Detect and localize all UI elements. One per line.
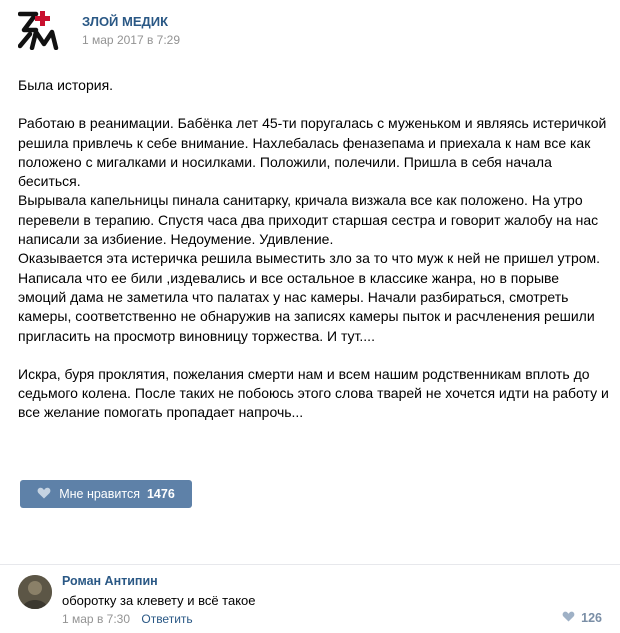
comment-author[interactable]: Роман Антипин <box>62 574 158 588</box>
post-header <box>18 10 180 50</box>
post-paragraph: Работаю в реанимации. Бабёнка лет 45-ти поругалась с муженьком и являясь истеричкой решила привлечь к себе внимание. Нахлебалась феназепама и приехала к нам все как положено с мигалками и носилками. Положили, полечили. Пришла в себя начала беситься. <box>18 115 611 190</box>
post-date[interactable]: 1 мар 2017 в 7:29 <box>82 33 181 47</box>
like-count: 1476 <box>146 487 175 501</box>
comment-meta <box>62 612 193 626</box>
comment-like-button[interactable] <box>562 611 602 625</box>
post-paragraph: Вырывала капельницы пинала санитарку, кричала визжала все как положено. На утро перевели в терапию. Спустя часа два приходит старшая сестра и говорит жалобу на нас написали за избиение. Недоумение. Удивление. <box>18 192 603 248</box>
paragraph-gap <box>18 95 610 114</box>
post-paragraph: Оказывается эта истеричка решила выместить зло за то что муж к ней не пришел утром. Написала что ее били ,издевались и все остальное в классике жанра, но в порыве эмоций дама не заметила что палатах у нас камеры. Начали разбираться, смотреть камеры, соответственно не обнаружив на записях камеры пыток и расчленения решили пригласить на просмотр виновницу торжества. И тут.... <box>18 250 604 344</box>
post-footer-space <box>0 528 620 564</box>
avatar[interactable] <box>18 575 52 609</box>
reply-button[interactable]: Ответить <box>141 612 193 626</box>
heart-icon <box>562 611 575 625</box>
post-body <box>18 76 613 423</box>
paragraph-gap <box>18 346 610 365</box>
post-header-text <box>82 14 180 48</box>
comment-date[interactable]: 1 мар в 7:30 <box>62 612 131 626</box>
post-paragraph: Искра, буря проклятия, пожелания смерти нам и всем нашим родственникам вплоть до седьмого колена. После таких не побоюсь этого слова тварей не хочется идти на работу и все желание помогать пропадает напрочь... <box>18 365 613 421</box>
heart-icon <box>37 487 51 502</box>
post-author[interactable]: ЗЛОЙ МЕДИК <box>82 14 169 29</box>
comments-divider <box>0 564 620 565</box>
zm-logo-icon[interactable] <box>18 10 64 50</box>
post-paragraph: Была история. <box>18 77 114 93</box>
like-label: Мне нравится <box>59 487 140 501</box>
comment-like-count: 126 <box>581 611 602 625</box>
like-button[interactable] <box>20 480 192 508</box>
comment-item <box>18 573 608 629</box>
comment-text: оборотку за клевету и всё такое <box>62 593 256 608</box>
